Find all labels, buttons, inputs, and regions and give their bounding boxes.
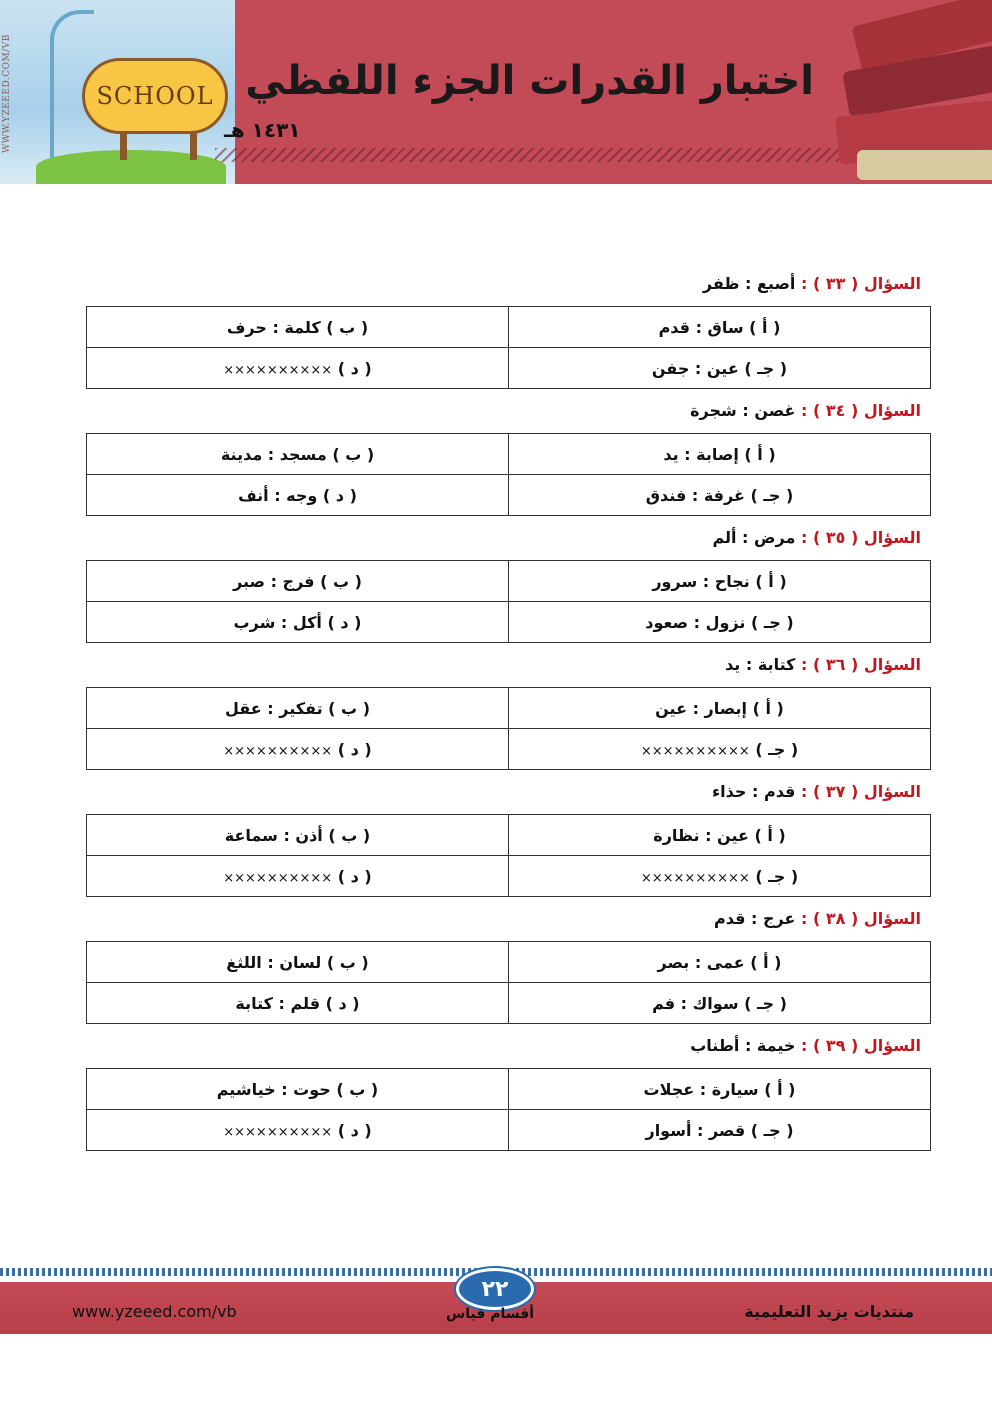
option-text: قلم : كتابة — [235, 993, 321, 1013]
question-number-label: السؤال ( ٣٥ ) : — [800, 528, 921, 547]
grass-illustration — [36, 150, 226, 184]
option-text: ×××××××××× — [640, 743, 750, 759]
footer-section-label: أقسام قياس — [445, 1306, 535, 1322]
question-heading — [86, 393, 931, 433]
option-text: حوت : خياشيم — [216, 1079, 331, 1099]
question-number-label: السؤال ( ٣٦ ) : — [800, 655, 921, 674]
option-letter: ( د ) — [327, 612, 362, 632]
option-letter: ( أ ) — [755, 571, 787, 591]
options-row — [87, 307, 931, 348]
question-heading — [86, 520, 931, 560]
option-text: فرج : صبر — [233, 571, 315, 591]
options-row — [87, 602, 931, 643]
answer-option[interactable] — [509, 856, 931, 897]
option-text: عين : نظارة — [653, 825, 749, 845]
answer-option[interactable] — [87, 348, 509, 389]
option-text: ×××××××××× — [223, 743, 333, 759]
question-number-label: السؤال ( ٣٧ ) : — [800, 782, 921, 801]
page-number-badge: ٢٢ — [456, 1268, 534, 1310]
option-letter: ( د ) — [337, 739, 372, 759]
options-row — [87, 1110, 931, 1151]
question-stem: كتابة : يد — [725, 655, 796, 674]
options-row — [87, 475, 931, 516]
option-text: تفكير : عقل — [225, 698, 323, 718]
option-letter: ( د ) — [337, 1120, 372, 1140]
option-text: ×××××××××× — [640, 870, 750, 886]
option-letter: ( أ ) — [754, 825, 786, 845]
option-text: لسان : اللثغ — [226, 952, 322, 972]
answer-option[interactable] — [509, 1110, 931, 1151]
question-number-label: السؤال ( ٣٣ ) : — [800, 274, 921, 293]
options-table — [86, 941, 931, 1024]
question-number-label: السؤال ( ٣٨ ) : — [800, 909, 921, 928]
option-letter: ( أ ) — [764, 1079, 796, 1099]
options-row — [87, 856, 931, 897]
options-table — [86, 560, 931, 643]
books-illustration — [827, 0, 992, 184]
answer-option[interactable] — [87, 475, 509, 516]
questions-section — [86, 266, 931, 1155]
answer-option[interactable] — [509, 307, 931, 348]
options-row — [87, 434, 931, 475]
option-text: ×××××××××× — [223, 362, 333, 378]
option-letter: ( ب ) — [326, 952, 369, 972]
option-text: إصابة : يد — [663, 444, 739, 464]
option-letter: ( جـ ) — [750, 1120, 794, 1140]
question-stem: قدم : حذاء — [711, 782, 796, 801]
option-text: ×××××××××× — [223, 1124, 333, 1140]
question-stem: غصن : شجرة — [690, 401, 796, 420]
options-row — [87, 561, 931, 602]
option-letter: ( ب ) — [332, 444, 375, 464]
option-letter: ( أ ) — [752, 698, 784, 718]
option-letter: ( جـ ) — [750, 485, 794, 505]
answer-option[interactable] — [509, 1069, 931, 1110]
footer-forum-name: منتديات يزيد التعليمية — [744, 1302, 914, 1321]
answer-option[interactable] — [509, 602, 931, 643]
options-row — [87, 1069, 931, 1110]
option-text: سواك : فم — [652, 993, 739, 1013]
option-letter: ( ب ) — [328, 825, 371, 845]
question-heading — [86, 647, 931, 687]
answer-option[interactable] — [87, 942, 509, 983]
option-letter: ( أ ) — [750, 952, 782, 972]
option-text: نجاح : سرور — [652, 571, 750, 591]
option-text: ساق : قدم — [658, 317, 744, 337]
option-letter: ( جـ ) — [755, 866, 799, 886]
answer-option[interactable] — [509, 815, 931, 856]
option-letter: ( أ ) — [749, 317, 781, 337]
option-text: مسجد : مدينة — [220, 444, 327, 464]
option-letter: ( جـ ) — [755, 739, 799, 759]
answer-option[interactable] — [87, 688, 509, 729]
option-text: وجه : أنف — [238, 485, 318, 505]
option-letter: ( د ) — [322, 485, 357, 505]
answer-option[interactable] — [87, 729, 509, 770]
answer-option[interactable] — [509, 475, 931, 516]
answer-option[interactable] — [509, 688, 931, 729]
option-text: قصر : أسوار — [645, 1120, 746, 1140]
answer-option[interactable] — [509, 729, 931, 770]
options-row — [87, 348, 931, 389]
answer-option[interactable] — [87, 856, 509, 897]
question-heading — [86, 1028, 931, 1068]
answer-option[interactable] — [87, 561, 509, 602]
question-heading — [86, 266, 931, 306]
option-text: غرفة : فندق — [645, 485, 745, 505]
option-letter: ( أ ) — [744, 444, 776, 464]
option-letter: ( ب ) — [328, 698, 370, 718]
options-table — [86, 687, 931, 770]
question-stem: عرج : قدم — [714, 909, 796, 928]
footer — [0, 1268, 992, 1334]
options-table — [86, 1068, 931, 1151]
year-label: ١٤٣١ هـ — [224, 118, 301, 142]
option-letter: ( جـ ) — [744, 993, 787, 1013]
option-letter: ( د ) — [337, 358, 372, 378]
answer-option[interactable] — [87, 434, 509, 475]
answer-option[interactable] — [87, 1110, 509, 1151]
option-letter: ( ب ) — [320, 571, 362, 591]
answer-option[interactable] — [87, 983, 509, 1024]
answer-option[interactable] — [509, 561, 931, 602]
options-table — [86, 433, 931, 516]
options-row — [87, 688, 931, 729]
question-heading — [86, 774, 931, 814]
answer-option[interactable] — [509, 434, 931, 475]
options-table — [86, 814, 931, 897]
question-heading — [86, 901, 931, 941]
page-title: اختبار القدرات الجزء اللفظي — [245, 58, 814, 104]
option-letter: ( ب ) — [326, 317, 369, 337]
option-letter: ( ب ) — [336, 1079, 379, 1099]
option-letter: ( جـ ) — [744, 358, 788, 378]
option-text: إبصار : عين — [655, 698, 748, 718]
answer-option[interactable] — [87, 307, 509, 348]
option-text: كلمة : حرف — [226, 317, 321, 337]
answer-option[interactable] — [87, 602, 509, 643]
school-sign-text: SCHOOL — [96, 82, 214, 110]
question-number-label: السؤال ( ٣٤ ) : — [800, 401, 921, 420]
options-row — [87, 942, 931, 983]
option-text: نزول : صعود — [645, 612, 746, 632]
options-row — [87, 983, 931, 1024]
answer-option[interactable] — [509, 348, 931, 389]
options-table — [86, 306, 931, 389]
question-stem: أصبع : ظفر — [702, 274, 796, 293]
footer-url[interactable]: www.yzeeed.com/vb — [72, 1302, 237, 1321]
option-text: أكل : شرب — [233, 612, 322, 632]
question-stem: مرض : ألم — [712, 528, 796, 547]
answer-option[interactable] — [509, 942, 931, 983]
option-text: عين : جفن — [651, 358, 739, 378]
answer-option[interactable] — [87, 1069, 509, 1110]
option-text: سيارة : عجلات — [643, 1079, 759, 1099]
option-letter: ( د ) — [325, 993, 360, 1013]
option-letter: ( جـ ) — [750, 612, 794, 632]
school-sign-logo — [82, 58, 228, 134]
answer-option[interactable] — [509, 983, 931, 1024]
options-row — [87, 729, 931, 770]
side-watermark-url: WWW.YZEEED.COM/VB — [2, 34, 12, 154]
answer-option[interactable] — [87, 815, 509, 856]
decorative-zigzag — [215, 148, 865, 162]
option-text: عمى : بصر — [657, 952, 745, 972]
option-text: ×××××××××× — [223, 870, 333, 886]
header-banner — [0, 0, 992, 184]
question-number-label: السؤال ( ٣٩ ) : — [800, 1036, 921, 1055]
option-text: أذن : سماعة — [224, 825, 323, 845]
options-row — [87, 815, 931, 856]
question-stem: خيمة : أطناب — [690, 1036, 796, 1055]
option-letter: ( د ) — [337, 866, 372, 886]
